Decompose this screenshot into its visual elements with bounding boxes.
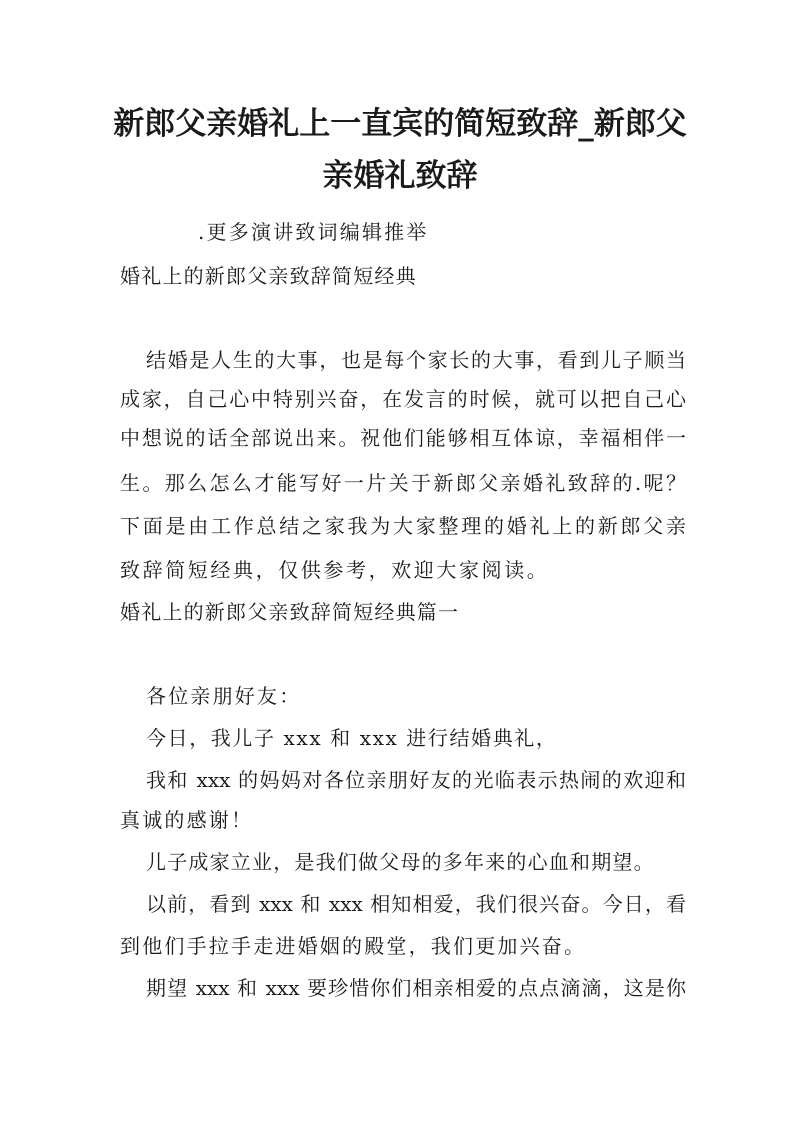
intro-line-5: 下面是由工作总结之家我为大家整理的婚礼上的新郎父亲 [120,514,686,538]
subtitle-line: .更多演讲致词编辑推举 [198,220,429,244]
section-heading: 婚礼上的新郎父亲致辞简短经典 [120,264,417,288]
intro-line-2: 成家，自己心中特别兴奋，在发言的时候，就可以把自己心 [120,387,686,411]
speech-line-4: 真诚的感谢！ [120,808,254,832]
speech-line-8: 期望 xxx 和 xxx 要珍惜你们相亲相爱的点点滴滴，这是你 [146,976,686,1000]
speech-line-3: 我和 xxx 的妈妈对各位亲朋好友的光临表示热闹的欢迎和 [146,768,686,792]
intro-line-1: 结婚是人生的大事，也是每个家长的大事，看到儿子顺当 [146,348,686,372]
intro-line-4: 生。那么怎么才能写好一片关于新郎父亲婚礼致辞的.呢？ [120,471,686,495]
part-heading: 婚礼上的新郎父亲致辞简短经典篇一 [120,600,460,624]
speech-line-2: 今日，我儿子 xxx 和 xxx 进行结婚典礼， [146,726,558,750]
document-title: 新郎父亲婚礼上一直宾的简短致辞_新郎父亲婚礼致辞 [113,106,687,194]
intro-line-6: 致辞简短经典，仅供参考，欢迎大家阅读。 [120,558,550,582]
speech-line-6: 以前，看到 xxx 和 xxx 相知相爱，我们很兴奋。今日，看 [146,892,686,916]
speech-line-5: 儿子成家立业，是我们做父母的多年来的心血和期望。 [146,850,655,874]
speech-line-7: 到他们手拉手走进婚姻的殿堂，我们更加兴奋。 [120,934,587,958]
speech-line-1: 各位亲朋好友： [146,684,302,708]
intro-line-3: 中想说的话全部说出来。祝他们能够相互体谅，幸福相伴一 [120,426,686,450]
